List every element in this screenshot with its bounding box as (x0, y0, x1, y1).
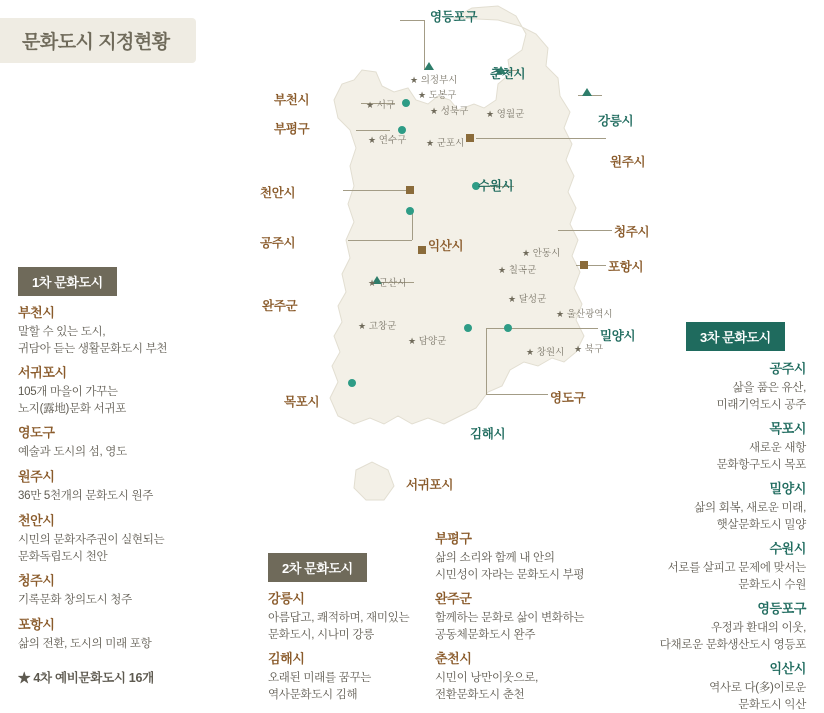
legend-entry-yeongdo (18, 422, 127, 461)
map-label-yeongdeungpo-gu: 영등포구 (430, 10, 478, 24)
legend-entry-iksan (709, 658, 806, 713)
entry-desc-line: 역사로 다(多)이로운 (709, 682, 806, 694)
entry-desc-line: 시민이 낭만이웃으로, (435, 672, 539, 684)
leader-line (400, 20, 424, 21)
map-small-label: ★ 의정부시 (410, 75, 458, 86)
entry-name: 익산시 (769, 661, 806, 676)
legend-entry-wanju (435, 588, 584, 643)
entry-desc-line: 우정과 환대의 이웃, (710, 622, 806, 634)
marker-dot (464, 324, 472, 332)
entry-name: 영도구 (18, 425, 55, 440)
korea-map (258, 0, 698, 560)
entry-name: 공주시 (769, 361, 806, 376)
map-small-label: ★ 북구 (574, 344, 604, 355)
map-label-cheongju-si: 청주시 (614, 225, 650, 239)
entry-desc-line: 105개 마을이 가꾸는 (18, 386, 118, 398)
marker-dot (504, 324, 512, 332)
marker-triangle (582, 88, 592, 96)
footnote (18, 668, 154, 686)
entry-name: 강릉시 (268, 591, 305, 606)
leader-line (558, 230, 612, 231)
map-small-label: ★ 군산시 (368, 278, 407, 289)
legend-entry-gongju (717, 358, 806, 413)
map-small-label: ★ 성북구 (430, 106, 469, 117)
legend-entry-yeongdeungpo (660, 598, 806, 653)
entry-name: 부천시 (18, 305, 55, 320)
entry-desc-line: 삶의 소리와 함께 내 안의 (435, 552, 555, 564)
legend-entry-chuncheon (435, 648, 538, 703)
marker-square (580, 261, 588, 269)
map-label-gongju-si: 공주시 (260, 236, 296, 250)
entry-name: 밀양시 (769, 481, 806, 496)
marker-dot (348, 379, 356, 387)
entry-desc-line: 문화항구도시 목포 (716, 458, 806, 471)
entry-desc-line: 시민의 문화자주권이 실현되는 (18, 534, 165, 546)
map-label-bucheon-si: 부천시 (274, 93, 310, 107)
leader-line (476, 138, 606, 139)
entry-desc-line: 문화도시 수원 (738, 578, 806, 591)
entry-desc-line: 서로를 살피고 문제에 맞서는 (667, 562, 806, 574)
marker-square (406, 186, 414, 194)
map-small-label: ★ 울산광역시 (556, 309, 613, 320)
leader-line (348, 240, 412, 241)
map-label-miryang-si: 밀양시 (600, 329, 636, 343)
entry-desc-line: 귀담아 듣는 생활문화도시 부천 (18, 342, 168, 355)
legend-entry-miryang (694, 478, 806, 533)
map-label-chuncheon-si: 춘천시 (490, 67, 526, 81)
entry-desc-line: 전환문화도시 춘천 (435, 688, 525, 701)
leader-line (486, 328, 487, 394)
map-label-mokpo-si: 목포시 (284, 395, 320, 409)
map-label-yeongdo-gu: 영도구 (550, 391, 586, 405)
map-small-label: ★ 연수구 (368, 135, 407, 146)
entry-name: 원주시 (18, 469, 55, 484)
map-label-cheonan-si: 천안시 (260, 186, 296, 200)
leader-line (486, 394, 548, 395)
leader-line (412, 212, 413, 240)
entry-name: 영등포구 (757, 601, 806, 616)
page-title-bar (0, 18, 196, 63)
legend-entry-cheongju (18, 570, 132, 609)
map-small-label: ★ 칠곡군 (498, 265, 537, 276)
entry-name: 수원시 (769, 541, 806, 556)
map-small-label: ★ 창원시 (526, 347, 565, 358)
legend-entry-cheonan (18, 510, 164, 565)
entry-desc-line: 말할 수 있는 도시, (18, 326, 106, 338)
entry-desc-line: 새로운 새항 (749, 442, 806, 454)
entry-name: 춘천시 (435, 651, 472, 666)
map-label-suwon-si: 수원시 (478, 179, 514, 193)
map-small-label: ★ 담양군 (408, 336, 447, 347)
map-label-gangneung-si: 강릉시 (598, 114, 634, 128)
entry-desc-line: 시민성이 자라는 문화도시 부평 (435, 568, 585, 581)
leader-line (343, 190, 411, 191)
map-label-seogwipo-si: 서귀포시 (406, 478, 454, 492)
legend-entry-bupyeong (435, 528, 584, 583)
entry-desc-line: 예술과 도시의 섬, 영도 (18, 446, 127, 458)
entry-desc-line: 문화도시, 시나미 강릉 (268, 628, 374, 641)
map-label-wanju-gun: 완주군 (262, 299, 298, 313)
entry-desc-line: 미래기억도시 공주 (716, 398, 806, 411)
leader-line (486, 328, 598, 329)
legend-header-1st: 1차 문화도시 (18, 267, 117, 296)
marker-dot (402, 99, 410, 107)
map-small-label: ★ 서구 (366, 100, 396, 111)
entry-desc-line: 아름답고, 쾌적하며, 재미있는 (268, 612, 410, 624)
entry-desc-line: 기록문화 창의도시 청주 (18, 594, 132, 606)
entry-desc-line: 다채로운 문화생산도시 영등포 (659, 638, 806, 651)
legend-entry-seogwipo (18, 362, 126, 417)
leader-line (356, 130, 390, 131)
legend-header-3rd: 3차 문화도시 (686, 322, 785, 351)
map-small-label: ★ 고창군 (358, 321, 397, 332)
entry-desc-line: 문화독립도시 천안 (18, 550, 108, 563)
entry-name: 완주군 (435, 591, 472, 606)
page-title: 문화도시 지정현황 (22, 32, 170, 53)
entry-desc-line: 노지(露地)문화 서귀포 (18, 402, 127, 415)
map-small-label: ★ 안동시 (522, 248, 561, 259)
legend-header-2nd: 2차 문화도시 (268, 553, 367, 582)
map-small-label: ★ 달성군 (508, 294, 547, 305)
entry-desc-line: 오래된 미래를 꿈꾸는 (268, 672, 372, 684)
legend-entry-bucheon (18, 302, 167, 357)
legend-entry-gangneung (268, 588, 409, 643)
map-small-label: ★ 영월군 (486, 109, 525, 120)
entry-name: 목포시 (769, 421, 806, 436)
map-label-gimhae-si: 김해시 (470, 427, 506, 441)
entry-name: 부평구 (435, 531, 472, 546)
entry-name: 김해시 (268, 651, 305, 666)
legend-entry-suwon (668, 538, 806, 593)
map-small-label: ★ 도봉구 (418, 90, 457, 101)
marker-square (466, 134, 474, 142)
entry-name: 포항시 (18, 617, 55, 632)
map-label-bupyeong-gu: 부평구 (274, 122, 310, 136)
entry-desc-line: 삶의 전환, 도시의 미래 포항 (18, 638, 152, 650)
entry-desc-line: 함께하는 문화로 삶이 변화하는 (435, 612, 585, 624)
entry-desc-line: 역사문화도시 김해 (268, 688, 358, 701)
entry-desc-line: 36만 5천개의 문화도시 원주 (18, 490, 154, 502)
entry-desc-line: 햇살문화도시 밀양 (716, 518, 806, 531)
entry-name: 천안시 (18, 513, 55, 528)
legend-entry-pohang (18, 614, 151, 653)
legend-entry-wonju (18, 466, 153, 505)
entry-desc-line: 삶의 회복, 새로운 미래, (694, 502, 806, 514)
korea-map-shape (258, 0, 698, 560)
marker-triangle (424, 62, 434, 70)
entry-desc-line: 삶을 품은 유산, (732, 382, 806, 394)
entry-name: 청주시 (18, 573, 55, 588)
entry-desc-line: 공동체문화도시 완주 (435, 628, 536, 641)
marker-square (418, 246, 426, 254)
map-small-label: ★ 군포시 (426, 138, 465, 149)
entry-name: 서귀포시 (18, 365, 67, 380)
map-label-pohang-si: 포항시 (608, 260, 644, 274)
legend-entry-gimhae (268, 648, 371, 703)
footnote-text: ★ 4차 예비문화도시 16개 (18, 671, 154, 685)
map-label-wonju-si: 원주시 (610, 155, 646, 169)
legend-entry-mokpo (717, 418, 806, 473)
marker-dot (406, 207, 414, 215)
entry-desc-line: 문화도시 익산 (738, 698, 806, 711)
map-label-iksan-si: 익산시 (428, 239, 464, 253)
